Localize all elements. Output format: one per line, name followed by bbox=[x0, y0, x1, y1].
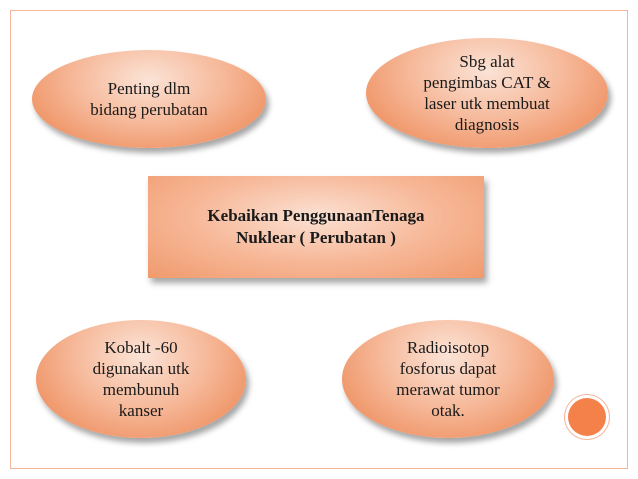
node-top-left[interactable] bbox=[32, 50, 266, 148]
node-bottom-right[interactable] bbox=[342, 320, 554, 438]
node-top-left-text: Penting dlm bidang perubatan bbox=[90, 79, 208, 119]
node-top-right-text: Sbg alat pengimbas CAT & laser utk membuat diagnosis bbox=[423, 52, 551, 134]
node-bottom-left[interactable] bbox=[36, 320, 246, 438]
node-bottom-right-text: Radioisotop fosforus dapat merawat tumor otak. bbox=[396, 338, 500, 420]
node-bottom-left-text: Kobalt -60 digunakan utk membunuh kanser bbox=[92, 338, 190, 420]
center-title: Kebaikan PenggunaanTenaga Nuklear ( Perubatan ) bbox=[207, 206, 425, 247]
frame-top-border bbox=[10, 10, 628, 11]
frame-left-border bbox=[10, 10, 11, 469]
decorative-circle-icon bbox=[568, 398, 606, 436]
center-title-box[interactable] bbox=[148, 176, 484, 278]
frame-bottom-border bbox=[10, 468, 628, 469]
node-top-right[interactable] bbox=[366, 38, 608, 148]
frame-right-border bbox=[627, 10, 628, 469]
